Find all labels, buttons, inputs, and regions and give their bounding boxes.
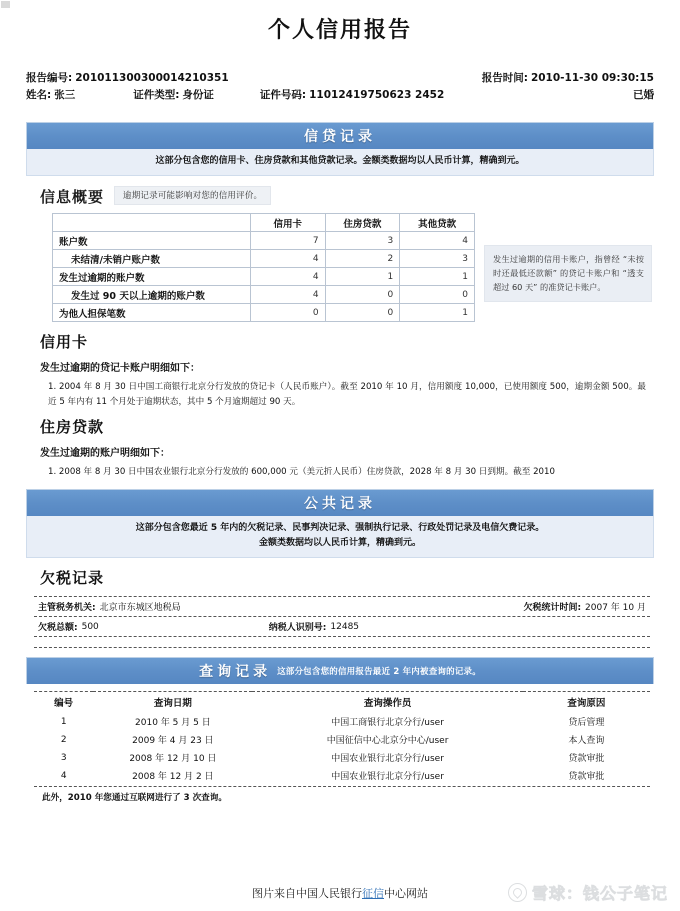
query-cell-reason: 贷款审批 xyxy=(568,754,605,764)
query-col-operator: 查询操作员 xyxy=(252,692,522,714)
public-desc-line-2: 金额类数据均以人民币计算，精确到元。 xyxy=(258,538,421,548)
tax-stat-time-label: 欠税统计时间: xyxy=(523,603,582,613)
summary-col-other-loan: 其他贷款 xyxy=(400,214,475,232)
query-col-no: 编号 xyxy=(34,692,93,714)
summary-cell: 0 xyxy=(325,286,400,304)
tax-total-row xyxy=(34,617,650,637)
page-footer xyxy=(0,875,680,905)
summary-cell: 0 xyxy=(250,304,325,322)
table-row xyxy=(34,731,650,749)
query-records-table xyxy=(34,691,650,786)
tax-empty-row xyxy=(34,637,650,648)
credit-section-title: 信贷记录 xyxy=(304,129,376,145)
summary-cell: 7 xyxy=(250,232,325,250)
tax-record-title: 欠税记录 xyxy=(40,569,105,587)
query-cell-reason: 本人查询 xyxy=(568,736,605,746)
summary-cell: 3 xyxy=(400,250,475,268)
table-row xyxy=(53,304,475,322)
id-type-value: 身份证 xyxy=(182,89,214,101)
table-header-row xyxy=(53,214,475,232)
query-cell-date: 2008 年 12 月 2 日 xyxy=(132,772,214,782)
query-cell-operator: 中国农业银行北京分行/user xyxy=(331,772,444,782)
table-row xyxy=(53,250,475,268)
info-summary-table xyxy=(52,213,475,322)
meta-row-2 xyxy=(26,87,654,104)
summary-cell: 1 xyxy=(400,268,475,286)
query-cell-no: 2 xyxy=(60,734,67,745)
summary-col-housing-loan: 住房贷款 xyxy=(325,214,400,232)
table-row xyxy=(34,767,650,786)
report-time-label: 报告时间: xyxy=(481,72,528,84)
overdue-explanation-note: 发生过逾期的信用卡账户，指曾经 “未按时还最低还款额” 的贷记卡账户和 “透支超过 60 天” 的准贷记卡账户。 xyxy=(484,245,652,302)
public-desc-line-1: 这部分包含您最近 5 年内的欠税记录、民事判决记录、强制执行记录、行政处罚记录及电信欠费记录。 xyxy=(135,523,545,533)
name-value: 张三 xyxy=(54,89,76,101)
query-cell-date: 2009 年 4 月 23 日 xyxy=(132,736,214,746)
marital-status: 已婚 xyxy=(633,89,654,101)
table-row xyxy=(53,232,475,250)
summary-cell: 4 xyxy=(250,268,325,286)
meta-row-1 xyxy=(26,70,654,87)
housing-loan-subsection-title: 住房贷款 xyxy=(40,418,105,436)
summary-col-credit-card: 信用卡 xyxy=(250,214,325,232)
query-section-banner xyxy=(26,657,654,684)
info-summary-title: 信息概要 xyxy=(40,188,105,206)
query-cell-no: 1 xyxy=(60,716,67,727)
query-section-title: 查询记录 xyxy=(199,664,272,680)
info-summary-note: 逾期记录可能影响对您的信用评价。 xyxy=(114,186,271,205)
tax-authority-label: 主管税务机关: xyxy=(38,603,96,613)
query-cell-operator: 中国工商银行北京分行/user xyxy=(331,718,444,728)
credit-center-link[interactable]: 征信 xyxy=(362,887,384,900)
table-row xyxy=(53,286,475,304)
tax-total-value: 500 xyxy=(81,621,99,632)
credit-card-subsection-title: 信用卡 xyxy=(40,333,89,351)
public-section-title: 公共记录 xyxy=(304,496,376,512)
info-summary-header xyxy=(40,186,680,207)
summary-cell: 4 xyxy=(400,232,475,250)
table-row xyxy=(34,713,650,731)
page-title: 个人信用报告 xyxy=(267,17,412,43)
query-cell-reason: 贷后管理 xyxy=(568,718,605,728)
report-no-value: 201011300300014210351 xyxy=(75,72,229,84)
report-time-value: 2010-11-30 09:30:15 xyxy=(530,72,654,84)
summary-cell: 1 xyxy=(325,268,400,286)
id-no-label: 证件号码: xyxy=(259,89,307,101)
taxpayer-id-label: 纳税人识别号: xyxy=(268,623,327,633)
watermark-text: 雪球：钱公子笔记 xyxy=(531,884,668,903)
table-row xyxy=(34,749,650,767)
query-col-date: 查询日期 xyxy=(93,692,252,714)
credit-card-intro: 发生过逾期的贷记卡账户明细如下： xyxy=(40,363,200,374)
tax-total-label: 欠税总额: xyxy=(38,623,78,633)
tax-authority-row xyxy=(34,597,650,617)
report-no-label: 报告编号: xyxy=(26,72,73,84)
credit-card-detail-item: 1. 2004 年 8 月 30 日中国工商银行北京分行发放的贷记卡（人民币账户）。截至 2010 年 10 月，信用额度 10,000，已使用额度 500，逾期金额 500。最近 5 年内有 11 个月处于逾期状态，其中 5 个月逾期超过 90 天。 xyxy=(48,382,646,407)
summary-cell: 0 xyxy=(325,304,400,322)
public-section-banner xyxy=(26,489,654,516)
id-no-value: 11012419750623 2452 xyxy=(309,89,445,101)
query-cell-no: 4 xyxy=(60,770,67,781)
name-label: 姓名: xyxy=(26,89,52,101)
query-tbody xyxy=(34,713,650,786)
summary-row-label: 账户数 xyxy=(53,232,251,250)
taxpayer-id-value: 12485 xyxy=(330,621,360,632)
query-thead xyxy=(34,692,650,714)
query-footnote: 此外，2010 年您通过互联网进行了 3 次查询。 xyxy=(34,786,650,803)
summary-cell: 1 xyxy=(400,304,475,322)
tax-stat-time-value: 2007 年 10 月 xyxy=(585,603,646,613)
report-meta xyxy=(26,70,654,104)
query-records-wrap xyxy=(34,691,650,803)
id-type-label: 证件类型: xyxy=(133,89,180,101)
summary-cell: 3 xyxy=(325,232,400,250)
scan-corner-artifact xyxy=(1,1,10,8)
query-cell-date: 2010 年 5 月 5 日 xyxy=(135,718,211,728)
housing-loan-detail-item: 1. 2008 年 8 月 30 日中国农业银行北京分行发放的 600,000 元（美元折人民币）住房贷款，2028 年 8 月 30 日到期。截至 2010 xyxy=(48,467,555,477)
footer-caption xyxy=(0,885,680,901)
summary-cell: 0 xyxy=(400,286,475,304)
query-section-note: 这部分包含您的信用报告最近 2 年内被查询的记录。 xyxy=(277,667,481,677)
summary-row-label: 发生过逾期的账户数 xyxy=(53,268,251,286)
credit-section-banner xyxy=(26,122,654,149)
public-section-description xyxy=(26,516,654,558)
query-cell-no: 3 xyxy=(60,752,67,763)
query-cell-reason: 贷款审批 xyxy=(568,772,605,782)
info-summary-table-wrap xyxy=(0,213,680,322)
query-cell-operator: 中国农业银行北京分行/user xyxy=(331,754,444,764)
table-row xyxy=(53,268,475,286)
summary-cell: 2 xyxy=(325,250,400,268)
query-cell-date: 2008 年 12 月 10 日 xyxy=(129,754,217,764)
query-cell-operator: 中国征信中心北京分中心/user xyxy=(326,736,449,746)
summary-row-label: 为他人担保笔数 xyxy=(53,304,251,322)
info-summary-tbody xyxy=(53,232,475,322)
summary-col-blank xyxy=(53,214,251,232)
table-header-row xyxy=(34,692,650,714)
info-summary-thead xyxy=(53,214,475,232)
tax-authority-value: 北京市东城区地税局 xyxy=(99,603,181,613)
summary-row-label: 发生过 90 天以上逾期的账户数 xyxy=(53,286,251,304)
summary-cell: 4 xyxy=(250,286,325,304)
tax-record-block xyxy=(34,596,650,648)
summary-row-label: 未结清/未销户账户数 xyxy=(53,250,251,268)
footer-caption-prefix: 图片来自中国人民银行 xyxy=(252,887,362,900)
credit-section-description: 这部分包含您的信用卡、住房贷款和其他贷款记录。金额类数据均以人民币计算，精确到元。 xyxy=(26,149,654,176)
summary-cell: 4 xyxy=(250,250,325,268)
housing-loan-intro: 发生过逾期的账户明细如下： xyxy=(40,448,170,459)
query-col-reason: 查询原因 xyxy=(523,692,650,714)
footer-caption-suffix: 中心网站 xyxy=(384,887,428,900)
